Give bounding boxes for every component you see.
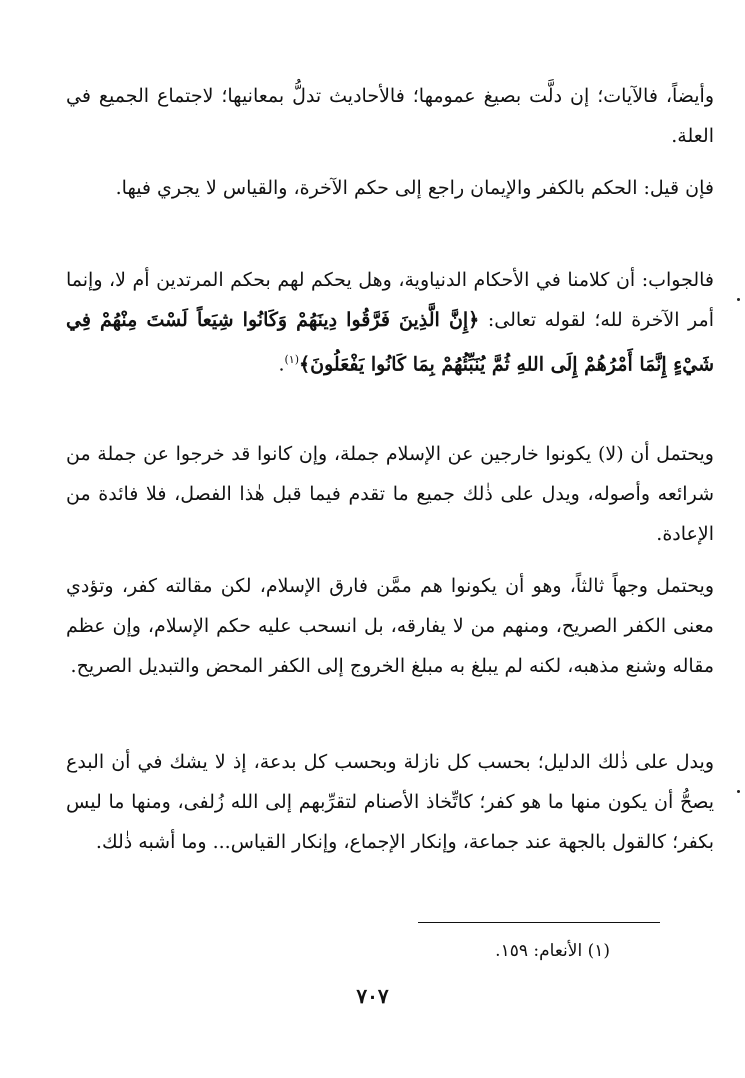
paragraph-3 (66, 260, 714, 384)
paragraph-2: فإن قيل: الحكم بالكفر والإيمان راجع إلى حكم الآخرة، والقياس لا يجري فيها. (115, 177, 714, 199)
paragraph-3-end: . (278, 353, 285, 376)
paragraph-6: ويدل على ذٰلك الدليل؛ بحسب كل نازلة وبحسب كل بدعة، إذ لا يشك في أن البدع يصحُّ أن يكون منها ما هو كفر؛ كاتِّخاذ الأصنام لتقرِّبهم إلى الله زُلفى، ومنها ما ليس بكفر؛ كالقول بالجهة عند جماعة، وإنكار الإجماع، وإنكار القياس... وما أشبه ذٰلك. (66, 751, 714, 853)
paragraph-1: وأيضاً، فالآيات؛ إن دلَّت بصيغ عمومها؛ فالأحاديث تدلُّ بمعانيها؛ لاجتماع الجميع في العلة. (66, 85, 714, 147)
footnote: (١) الأنعام: ١٥٩. (495, 941, 610, 961)
paragraph-5: ويحتمل وجهاً ثالثاً، وهو أن يكونوا هم ممَّن فارق الإسلام، لكن مقالته كفر، وتؤدي معنى الكفر الصريح، ومنهم من لا يفارقه، بل انسحب عليه حكم الإسلام، وإن عظم مقاله وشنع مذهبه، لكنه لم يبلغ به مبلغ الخروج إلى الكفر المحض والتبديل الصريح. (66, 575, 714, 677)
quran-verse: ﴿إِنَّ الَّذِينَ فَرَّقُوا دِينَهُمْ وَكَانُوا شِيَعاً لَسْتَ مِنْهُمْ فِي شَيْءٍ إِنَّمَا أَمْرُهُمْ إِلَى اللهِ ثُمَّ يُنَبِّئُهُمْ بِمَا كَانُوا يَفْعَلُونَ﴾ (66, 309, 714, 376)
paragraph-3-text: فالجواب: أن كلامنا في الأحكام الدنياوية، وهل يحكم لهم بحكم المرتدين أم لا، وإنما أمر الآخرة لله؛ لقوله تعالى: (66, 269, 714, 331)
paragraph-4: ويحتمل أن (لا) يكونوا خارجين عن الإسلام جملة، وإن كانوا قد خرجوا عن جملة من شرائعه وأصوله، ويدل على ذٰلك جميع ما تقدم فيما قبل هٰذا الفصل، فلا فائدة من الإعادة. (66, 443, 714, 545)
scan-speck (737, 790, 740, 793)
footnote-reference: (١) (284, 353, 300, 366)
footnote-divider (418, 922, 660, 923)
page-number: ٧٠٧ (356, 984, 389, 1008)
scan-speck (737, 298, 740, 301)
